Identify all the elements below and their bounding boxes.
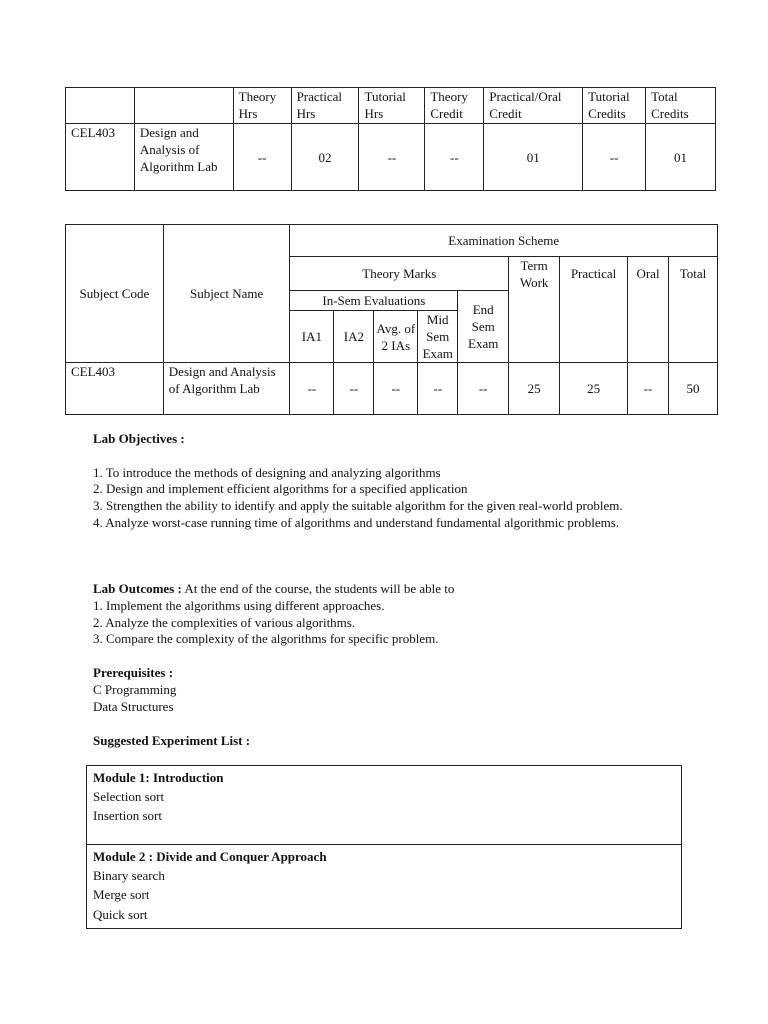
- exam-value-cell: 25: [509, 363, 560, 415]
- subject-name-cell: Design and Analysis of Algorithm Lab: [163, 363, 290, 415]
- credits-header-cell: Theory Credit: [425, 88, 484, 124]
- subject-name-header: Subject Name: [163, 225, 290, 363]
- experiment-list-section: [93, 733, 693, 750]
- total-header: Total: [668, 257, 717, 363]
- prerequisites-heading: Prerequisites :: [93, 665, 174, 680]
- credits-value-cell: --: [233, 124, 291, 191]
- exam-value-cell: --: [374, 363, 418, 415]
- lab-outcomes-intro: At the end of the course, the students will be able to: [181, 581, 455, 596]
- module-row: [87, 845, 682, 929]
- outcome-item: 3. Compare the complexity of the algorithms for specific problem.: [93, 631, 439, 647]
- credits-header-cell: Tutorial Hrs: [359, 88, 425, 124]
- credits-value-cell: --: [425, 124, 484, 191]
- subject-code-cell: CEL403: [66, 363, 164, 415]
- subject-code-cell: CEL403: [66, 124, 135, 191]
- lab-objectives-heading: Lab Objectives :: [93, 431, 185, 446]
- credits-value-cell: 02: [291, 124, 359, 191]
- experiment-item: Insertion sort: [93, 808, 162, 824]
- credits-value-cell: --: [583, 124, 646, 191]
- lab-outcomes-section: [93, 581, 693, 648]
- experiment-item: Binary search: [93, 868, 165, 884]
- practical-header: Practical: [560, 257, 628, 363]
- credits-table: [65, 87, 716, 191]
- credits-header-cell: Tutorial Credits: [583, 88, 646, 124]
- module-cell: [87, 845, 682, 929]
- objective-item: 1. To introduce the methods of designing and analyzing algorithms: [93, 464, 441, 480]
- credits-value-cell: 01: [646, 124, 716, 191]
- experiment-item: Quick sort: [93, 906, 148, 922]
- module-title: Module 2 : Divide and Conquer Approach: [93, 849, 327, 864]
- credits-header-cell: Theory Hrs: [233, 88, 291, 124]
- credits-value-cell: 01: [484, 124, 583, 191]
- credits-header-cell: Total Credits: [646, 88, 716, 124]
- exam-scheme-header: Examination Scheme: [290, 225, 718, 257]
- subject-name-cell: Design and Analysis of Algorithm Lab: [134, 124, 233, 191]
- modules-table: [86, 765, 682, 929]
- prerequisites-section: [93, 665, 693, 715]
- lab-outcomes-heading: Lab Outcomes :: [93, 581, 182, 596]
- credits-value-cell: --: [359, 124, 425, 191]
- exam-value-cell: --: [458, 363, 509, 415]
- insem-header: In-Sem Evaluations: [290, 291, 458, 311]
- objective-item: 3. Strengthen the ability to identify and apply the suitable algorithm for the given real-world problem.: [93, 498, 623, 514]
- midsem-header: Mid Sem Exam: [418, 311, 458, 363]
- exam-data-row: [66, 363, 718, 415]
- module-cell: [87, 766, 682, 845]
- outcome-item: 2. Analyze the complexities of various algorithms.: [93, 614, 356, 630]
- subject-code-header: Subject Code: [66, 225, 164, 363]
- exam-value-cell: --: [334, 363, 374, 415]
- objective-item: 2. Design and implement efficient algorithms for a specified application: [93, 481, 468, 497]
- exam-header-row-1: [66, 225, 718, 257]
- endsem-header: End Sem Exam: [458, 291, 509, 363]
- ia1-header: IA1: [290, 311, 334, 363]
- prerequisite-item: C Programming: [93, 681, 177, 697]
- credits-header-row: [66, 88, 716, 124]
- exam-value-cell: 25: [560, 363, 628, 415]
- outcome-item: 1. Implement the algorithms using different approaches.: [93, 597, 385, 613]
- credits-header-cell: Practical Hrs: [291, 88, 359, 124]
- objective-item: 4. Analyze worst-case running time of algorithms and understand fundamental algorithmic problems.: [93, 514, 620, 530]
- oral-header: Oral: [628, 257, 669, 363]
- experiment-list-heading: Suggested Experiment List :: [93, 733, 251, 748]
- exam-value-cell: --: [628, 363, 669, 415]
- experiment-item: Merge sort: [93, 887, 150, 903]
- term-work-header: Term Work: [509, 257, 560, 363]
- theory-marks-header: Theory Marks: [290, 257, 509, 291]
- experiment-item: Selection sort: [93, 789, 165, 805]
- exam-value-cell: 50: [668, 363, 717, 415]
- lab-outcomes-intro-line: [93, 581, 693, 598]
- prerequisite-item: Data Structures: [93, 698, 174, 714]
- ia2-header: IA2: [334, 311, 374, 363]
- exam-scheme-table: [65, 224, 718, 415]
- lab-objectives-section: [93, 431, 693, 532]
- exam-value-cell: --: [290, 363, 334, 415]
- module-row: [87, 766, 682, 845]
- avg-header: Avg. of 2 IAs: [374, 311, 418, 363]
- module-title: Module 1: Introduction: [93, 770, 224, 785]
- credits-header-cell: Practical/Oral Credit: [484, 88, 583, 124]
- credits-data-row: [66, 124, 716, 191]
- credits-header-cell: [66, 88, 135, 124]
- credits-header-cell: [134, 88, 233, 124]
- exam-value-cell: --: [418, 363, 458, 415]
